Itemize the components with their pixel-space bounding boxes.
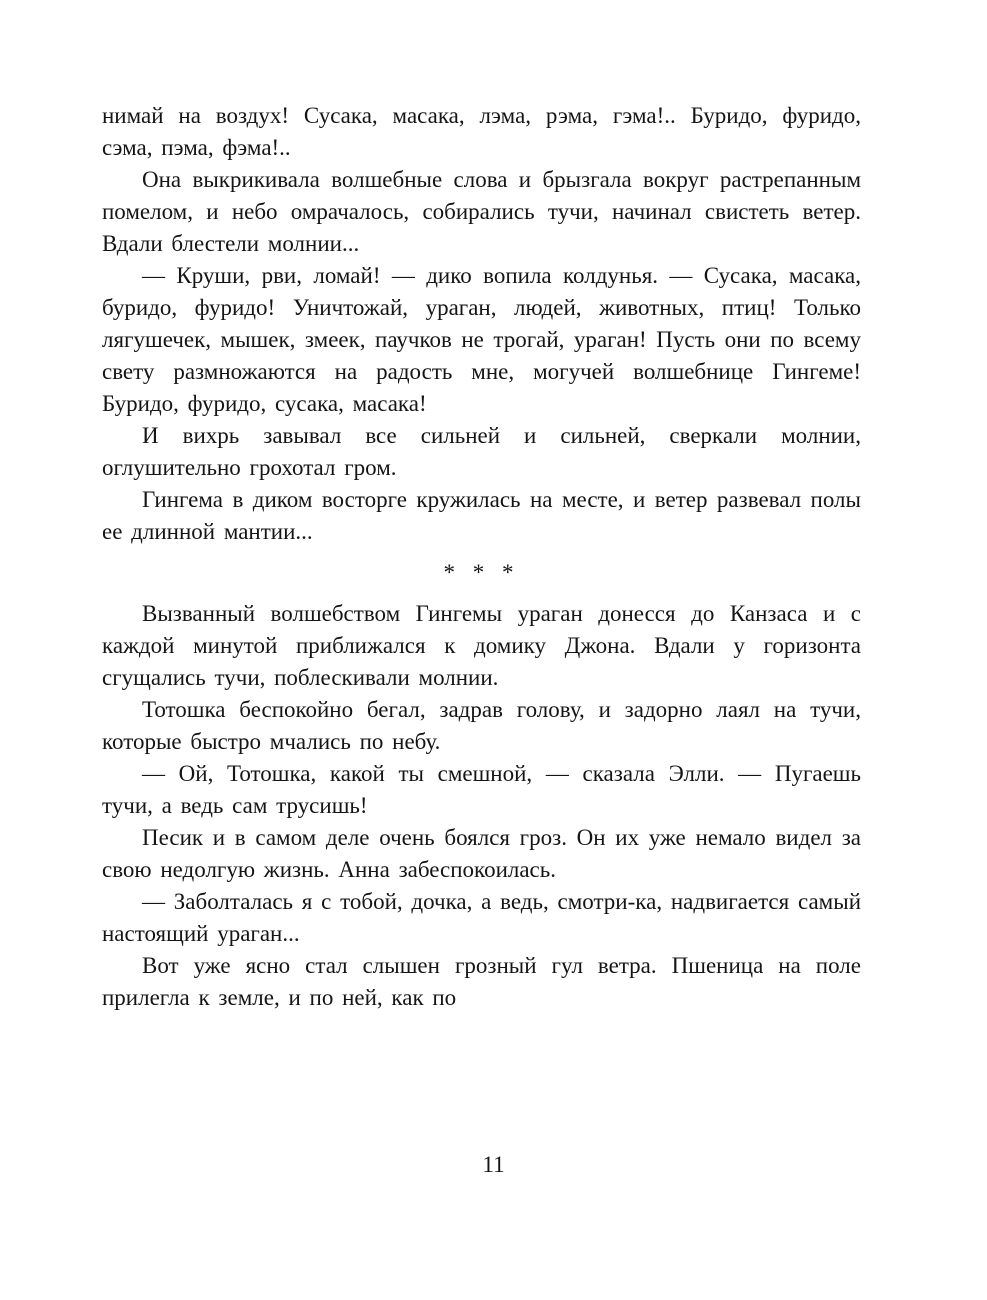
text-block xyxy=(102,100,861,1014)
paragraph: И вихрь завывал все сильней и сильней, сверкали молнии, оглушительно грохотал гром. xyxy=(102,423,861,480)
paragraph: Тотошка беспокойно бегал, задрав голову, и задорно лаял на тучи, которые быстро мчались по небу. xyxy=(102,697,861,754)
paragraph: Гингема в диком восторге кружилась на месте, и ветер развевал полы ее длинной мантии... xyxy=(102,487,861,544)
section-separator: * * * xyxy=(443,560,520,585)
paragraph-continuation: нимай на воздух! Сусака, масака, лэма, рэма, гэма!.. Буридо, фуридо, сэма, пэма, фэма!.. xyxy=(102,103,861,160)
paragraph: Она выкрикивала волшебные слова и брызгала вокруг растрепанным помелом, и небо омрачалось, собирались тучи, начинал свистеть ветер. Вдали блестели молнии... xyxy=(102,167,861,256)
paragraph: — Заболталась я с тобой, дочка, а ведь, смотри-ка, надвигается самый настоящий ураган... xyxy=(102,889,861,946)
paragraph: — Ой, Тотошка, какой ты смешной, — сказала Элли. — Пугаешь тучи, а ведь сам трусишь! xyxy=(102,761,861,818)
paragraph: Песик и в самом деле очень боялся гроз. Он их уже немало видел за свою недолгую жизнь. Анна забеспокоилась. xyxy=(102,825,861,882)
paragraph: Вот уже ясно стал слышен грозный гул ветра. Пшеница на поле прилегла к земле, и по ней, как по xyxy=(102,953,861,1010)
paragraph: Вызванный волшебством Гингемы ураган донесся до Канзаса и с каждой минутой приближался к домику Джона. Вдали у горизонта сгущались тучи, поблескивали молнии. xyxy=(102,601,861,690)
paragraph: — Круши, рви, ломай! — дико вопила колдунья. — Сусака, масака, буридо, фуридо! Уничтожай, ураган, людей, животных, птиц! Только лягушечек, мышек, змеек, паучков не трогай, ураган! Пусть они по всему свету размножаются на радость мне, могучей волшебнице Гингеме! Буридо, фуридо, сусака, масака! xyxy=(102,263,861,416)
page-number: 11 xyxy=(482,1152,505,1177)
